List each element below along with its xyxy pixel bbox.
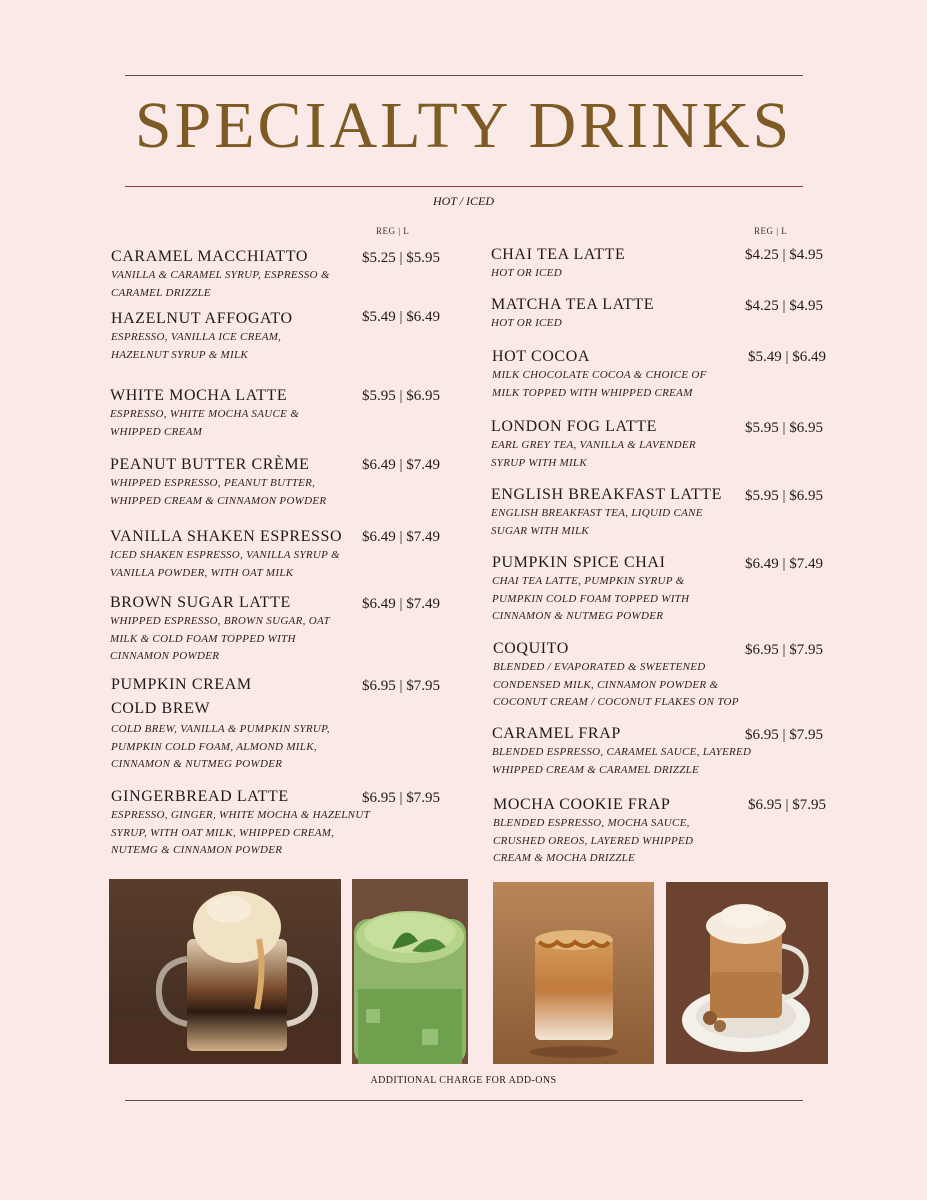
item-description: BLENDED ESPRESSO, MOCHA SAUCE, CRUSHED OREOS, LAYERED WHIPPED CREAM & MOCHA DRIZZLE [493, 817, 694, 864]
menu-item-gingerbread-latte [111, 787, 373, 860]
item-price: $5.49 | $6.49 [362, 309, 441, 325]
bottom-divider [125, 1100, 803, 1101]
menu-item-caramel-macchiatto [111, 247, 351, 302]
matcha-photo [352, 879, 468, 1064]
item-name: PUMPKIN SPICE CHAI [492, 554, 666, 571]
london-fog-photo [666, 882, 828, 1064]
menu-subtitle: HOT / ICED [432, 194, 495, 208]
item-price: $5.25 | $5.95 [362, 250, 441, 266]
menu-item-peanut-butter-creme [110, 455, 350, 510]
item-price: $5.95 | $6.95 [745, 420, 824, 436]
menu-item-matcha-tea-latte [491, 295, 731, 333]
item-price: $6.49 | $7.49 [362, 457, 441, 473]
item-price: $6.95 | $7.95 [745, 727, 824, 743]
menu-item-chai-tea-latte [491, 245, 731, 283]
item-price: $6.95 | $7.95 [362, 678, 441, 694]
item-price: $4.25 | $4.95 [745, 247, 824, 263]
menu-item-brown-sugar-latte [110, 593, 355, 666]
menu-item-white-mocha-latte [110, 386, 320, 441]
item-description: VANILLA & CARAMEL SYRUP, ESPRESSO & CARAMEL DRIZZLE [111, 269, 330, 299]
item-description: BLENDED / EVAPORATED & SWEETENED CONDENSED MILK, CINNAMON POWDER & COCONUT CREAM / COCONUT FLAKES ON TOP [493, 661, 739, 708]
menu-item-mocha-cookie-frap [493, 795, 718, 868]
size-header-right: REG | L [754, 226, 788, 236]
add-ons-note: ADDITIONAL CHARGE FOR ADD-ONS [370, 1075, 557, 1086]
item-name: ENGLISH BREAKFAST LATTE [491, 486, 722, 503]
item-price: $6.49 | $7.49 [362, 529, 441, 545]
menu-item-pumpkin-spice-chai [492, 553, 712, 626]
item-description: EARL GREY TEA, VANILLA & LAVENDER SYRUP WITH MILK [491, 439, 696, 469]
menu-item-hot-cocoa [492, 347, 727, 402]
menu-item-vanilla-shaken-espresso [110, 527, 355, 582]
item-name: HAZELNUT AFFOGATO [111, 310, 293, 327]
menu-item-english-breakfast-latte [491, 485, 726, 540]
item-name: MOCHA COOKIE FRAP [493, 796, 671, 813]
top-divider [125, 75, 803, 76]
item-description: ICED SHAKEN ESPRESSO, VANILLA SYRUP & VANILLA POWDER, WITH OAT MILK [110, 549, 340, 579]
item-name: COQUITO [493, 640, 569, 657]
item-price: $6.49 | $7.49 [745, 556, 824, 572]
item-description: ESPRESSO, VANILLA ICE CREAM, HAZELNUT SYRUP & MILK [111, 331, 282, 361]
item-name: CARAMEL MACCHIATTO [111, 248, 309, 265]
item-description: WHIPPED ESPRESSO, BROWN SUGAR, OAT MILK & COLD FOAM TOPPED WITH CINNAMON POWDER [110, 615, 330, 662]
item-description: ESPRESSO, WHITE MOCHA SAUCE & WHIPPED CREAM [110, 408, 300, 438]
item-description: HOT OR ICED [491, 267, 562, 279]
item-description: ENGLISH BREAKFAST TEA, LIQUID CANE SUGAR WITH MILK [491, 507, 703, 537]
affogato-photo [109, 879, 341, 1064]
item-price: $6.95 | $7.95 [745, 642, 824, 658]
item-description: HOT OR ICED [491, 317, 562, 329]
menu-item-london-fog-latte [491, 417, 726, 472]
item-description: CHAI TEA LATTE, PUMPKIN SYRUP & PUMPKIN COLD FOAM TOPPED WITH CINNAMON & NUTMEG POWDER [492, 575, 690, 622]
item-name: GINGERBREAD LATTE [111, 788, 289, 805]
item-description: BLENDED ESPRESSO, CARAMEL SAUCE, LAYERED WHIPPED CREAM & CARAMEL DRIZZLE [492, 746, 752, 776]
item-price: $6.95 | $7.95 [362, 790, 441, 806]
item-price: $5.49 | $6.49 [748, 349, 827, 365]
caramel-latte-photo [493, 882, 654, 1064]
item-description: WHIPPED ESPRESSO, PEANUT BUTTER, WHIPPED CREAM & CINNAMON POWDER [110, 477, 327, 507]
item-name: MATCHA TEA LATTE [491, 296, 655, 313]
item-price: $6.95 | $7.95 [748, 797, 827, 813]
item-price: $4.25 | $4.95 [745, 298, 824, 314]
item-price: $6.49 | $7.49 [362, 596, 441, 612]
item-name: LONDON FOG LATTE [491, 418, 658, 435]
item-description: ESPRESSO, GINGER, WHITE MOCHA & HAZELNUT SYRUP, WITH OAT MILK, WHIPPED CREAM, NUTEMG & CINNAMON POWDER [111, 809, 370, 856]
title-divider [125, 186, 803, 187]
item-name: HOT COCOA [492, 348, 591, 365]
item-name-line2: COLD BREW [111, 700, 211, 717]
item-name: PUMPKIN CREAM [111, 676, 252, 693]
item-name: CHAI TEA LATTE [491, 246, 626, 263]
item-price: $5.95 | $6.95 [362, 388, 441, 404]
item-price: $5.95 | $6.95 [745, 488, 824, 504]
item-description: MILK CHOCOLATE COCOA & CHOICE OF MILK TOPPED WITH WHIPPED CREAM [492, 369, 707, 399]
item-name: PEANUT BUTTER CRÈME [110, 456, 310, 473]
menu-item-coquito [493, 639, 763, 712]
item-name: CARAMEL FRAP [492, 725, 621, 742]
item-description: COLD BREW, VANILLA & PUMPKIN SYRUP, PUMPKIN COLD FOAM, ALMOND MILK, CINNAMON & NUTMEG POWDER [111, 723, 330, 770]
menu-item-pumpkin-cream-cold-brew [111, 675, 356, 774]
menu-item-hazelnut-affogato [111, 309, 311, 364]
item-name: BROWN SUGAR LATTE [110, 594, 291, 611]
item-name: VANILLA SHAKEN ESPRESSO [110, 528, 343, 545]
menu-item-caramel-frap [492, 724, 772, 779]
size-header-left: REG | L [376, 226, 410, 236]
item-name: WHITE MOCHA LATTE [110, 387, 288, 404]
menu-title: SPECIALTY DRINKS [134, 89, 793, 162]
